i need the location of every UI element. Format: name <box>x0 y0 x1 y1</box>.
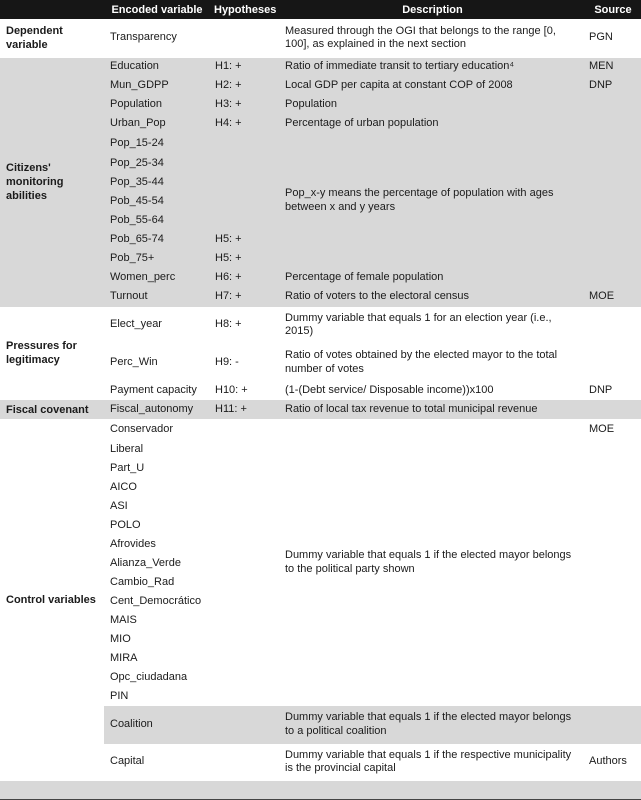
table-row <box>0 400 641 419</box>
source-cell <box>585 231 641 250</box>
source-cell <box>585 497 641 516</box>
table-row <box>0 58 641 77</box>
source-cell <box>585 478 641 497</box>
hypothesis-cell: H3: + <box>210 96 280 115</box>
source-cell <box>585 174 641 193</box>
hypothesis-cell <box>210 516 280 535</box>
variable-cell: Cambio_Rad <box>104 573 210 592</box>
source-cell <box>585 592 641 611</box>
category-cell: Citizens' monitoring abilities <box>0 58 104 307</box>
hypothesis-cell: H11: + <box>210 400 280 419</box>
hypothesis-cell <box>210 459 280 478</box>
source-cell: PGN <box>585 19 641 58</box>
description-cell: Dummy variable that equals 1 if the elected mayor belongs to the political party shown <box>280 419 585 706</box>
hypothesis-cell: H2: + <box>210 77 280 96</box>
variable-cell: Pob_45-54 <box>104 193 210 212</box>
description-cell: Measured through the OGI that belongs to the range [0, 100], as explained in the next section <box>280 19 585 58</box>
category-cell <box>0 781 104 800</box>
variable-cell: Part_U <box>104 459 210 478</box>
description-cell <box>280 781 585 800</box>
source-cell: DNP <box>585 77 641 96</box>
variable-cell: Women_perc <box>104 269 210 288</box>
source-cell <box>585 535 641 554</box>
hypothesis-cell <box>210 535 280 554</box>
source-cell <box>585 440 641 459</box>
description-cell: Local GDP per capita at constant COP of 2008 <box>280 77 585 96</box>
hypothesis-cell <box>210 478 280 497</box>
variable-cell: Elect_year <box>104 307 210 344</box>
hypothesis-cell: H9: - <box>210 344 280 381</box>
description-cell: Pop_x-y means the percentage of population with ages between x and y years <box>280 134 585 269</box>
variable-cell: Education <box>104 58 210 77</box>
source-cell <box>585 516 641 535</box>
variable-cell: MIRA <box>104 649 210 668</box>
hypothesis-cell <box>210 630 280 649</box>
source-cell <box>585 400 641 419</box>
variable-cell: Pop_15-24 <box>104 134 210 155</box>
source-cell <box>585 115 641 134</box>
column-header-category <box>0 0 104 19</box>
hypothesis-cell <box>210 419 280 440</box>
variable-cell: Cent_Democrático <box>104 592 210 611</box>
table-body <box>0 19 641 800</box>
hypothesis-cell <box>210 497 280 516</box>
variable-cell: Coalition <box>104 706 210 743</box>
source-cell <box>585 344 641 381</box>
hypothesis-cell <box>210 212 280 231</box>
variable-cell: Opc_ciudadana <box>104 668 210 687</box>
hypothesis-cell <box>210 193 280 212</box>
column-header-source: Source <box>585 0 641 19</box>
source-cell <box>585 630 641 649</box>
source-cell <box>585 554 641 573</box>
variable-cell: Liberal <box>104 440 210 459</box>
variable-cell: Conservador <box>104 419 210 440</box>
hypothesis-cell <box>210 611 280 630</box>
source-cell <box>585 269 641 288</box>
category-cell: Fiscal covenant <box>0 400 104 419</box>
table-row <box>0 419 641 440</box>
table-row <box>0 781 641 800</box>
variable-cell: Fiscal_autonomy <box>104 400 210 419</box>
hypothesis-cell <box>210 155 280 174</box>
source-cell <box>585 649 641 668</box>
source-cell <box>585 155 641 174</box>
description-cell: (1-(Debt service/ Disposable income))x100 <box>280 381 585 400</box>
column-header-hypotheses: Hypotheses <box>210 0 280 19</box>
table-row <box>0 19 641 58</box>
hypothesis-cell <box>210 687 280 706</box>
source-cell <box>585 781 641 800</box>
header-row <box>0 0 641 19</box>
hypothesis-cell <box>210 554 280 573</box>
source-cell <box>585 212 641 231</box>
hypothesis-cell <box>210 174 280 193</box>
variable-cell: Pob_65-74 <box>104 231 210 250</box>
column-header-description: Description <box>280 0 585 19</box>
hypothesis-cell: H4: + <box>210 115 280 134</box>
hypothesis-cell <box>210 134 280 155</box>
source-cell <box>585 96 641 115</box>
variable-cell: Payment capacity <box>104 381 210 400</box>
variable-cell: Pop_35-44 <box>104 174 210 193</box>
source-cell <box>585 668 641 687</box>
hypothesis-cell: H5: + <box>210 250 280 269</box>
variable-cell: Pob_55-64 <box>104 212 210 231</box>
variable-cell: Population <box>104 96 210 115</box>
hypothesis-cell <box>210 668 280 687</box>
variable-cell <box>104 781 210 800</box>
hypothesis-cell: H8: + <box>210 307 280 344</box>
description-cell: Ratio of immediate transit to tertiary education⁴ <box>280 58 585 77</box>
hypothesis-cell <box>210 706 280 743</box>
description-cell: Dummy variable that equals 1 if the respective municipality is the provincial capital <box>280 744 585 781</box>
description-cell: Ratio of votes obtained by the elected mayor to the total number of votes <box>280 344 585 381</box>
hypothesis-cell: H1: + <box>210 58 280 77</box>
variable-cell: Turnout <box>104 288 210 307</box>
source-cell: MOE <box>585 419 641 440</box>
source-cell <box>585 307 641 344</box>
hypothesis-cell <box>210 592 280 611</box>
category-cell: Control variables <box>0 419 104 781</box>
description-cell: Dummy variable that equals 1 for an election year (i.e., 2015) <box>280 307 585 344</box>
description-cell: Percentage of female population <box>280 269 585 288</box>
hypothesis-cell: H6: + <box>210 269 280 288</box>
source-cell: MEN <box>585 58 641 77</box>
hypothesis-cell <box>210 573 280 592</box>
source-cell <box>585 611 641 630</box>
table-row <box>0 307 641 344</box>
category-cell: Pressures for legitimacy <box>0 307 104 401</box>
source-cell <box>585 250 641 269</box>
description-cell: Ratio of local tax revenue to total municipal revenue <box>280 400 585 419</box>
source-cell <box>585 687 641 706</box>
variable-cell: Perc_Win <box>104 344 210 381</box>
variable-cell: Alianza_Verde <box>104 554 210 573</box>
hypothesis-cell: H7: + <box>210 288 280 307</box>
hypothesis-cell <box>210 440 280 459</box>
category-cell: Dependent variable <box>0 19 104 58</box>
column-header-encoded-variable: Encoded variable <box>104 0 210 19</box>
hypothesis-cell: H10: + <box>210 381 280 400</box>
variable-cell: ASI <box>104 497 210 516</box>
source-cell <box>585 193 641 212</box>
description-cell: Percentage of urban population <box>280 115 585 134</box>
variable-cell: Afrovides <box>104 535 210 554</box>
source-cell <box>585 573 641 592</box>
hypothesis-cell <box>210 744 280 781</box>
source-cell: Authors <box>585 744 641 781</box>
source-cell <box>585 706 641 743</box>
source-cell <box>585 134 641 155</box>
source-cell <box>585 459 641 478</box>
hypothesis-cell <box>210 649 280 668</box>
source-cell: DNP <box>585 381 641 400</box>
variable-cell: Mun_GDPP <box>104 77 210 96</box>
variable-cell: MIO <box>104 630 210 649</box>
hypothesis-cell: H5: + <box>210 231 280 250</box>
variable-cell: Capital <box>104 744 210 781</box>
description-cell: Ratio of voters to the electoral census <box>280 288 585 307</box>
variable-cell: Transparency <box>104 19 210 58</box>
variable-cell: PIN <box>104 687 210 706</box>
variable-cell: AICO <box>104 478 210 497</box>
description-cell: Population <box>280 96 585 115</box>
variable-cell: MAIS <box>104 611 210 630</box>
description-cell: Dummy variable that equals 1 if the elected mayor belongs to a political coalition <box>280 706 585 743</box>
hypothesis-cell <box>210 19 280 58</box>
source-cell: MOE <box>585 288 641 307</box>
variable-cell: Pop_25-34 <box>104 155 210 174</box>
variable-cell: Pob_75+ <box>104 250 210 269</box>
variable-cell: Urban_Pop <box>104 115 210 134</box>
variable-cell: POLO <box>104 516 210 535</box>
hypothesis-cell <box>210 781 280 800</box>
